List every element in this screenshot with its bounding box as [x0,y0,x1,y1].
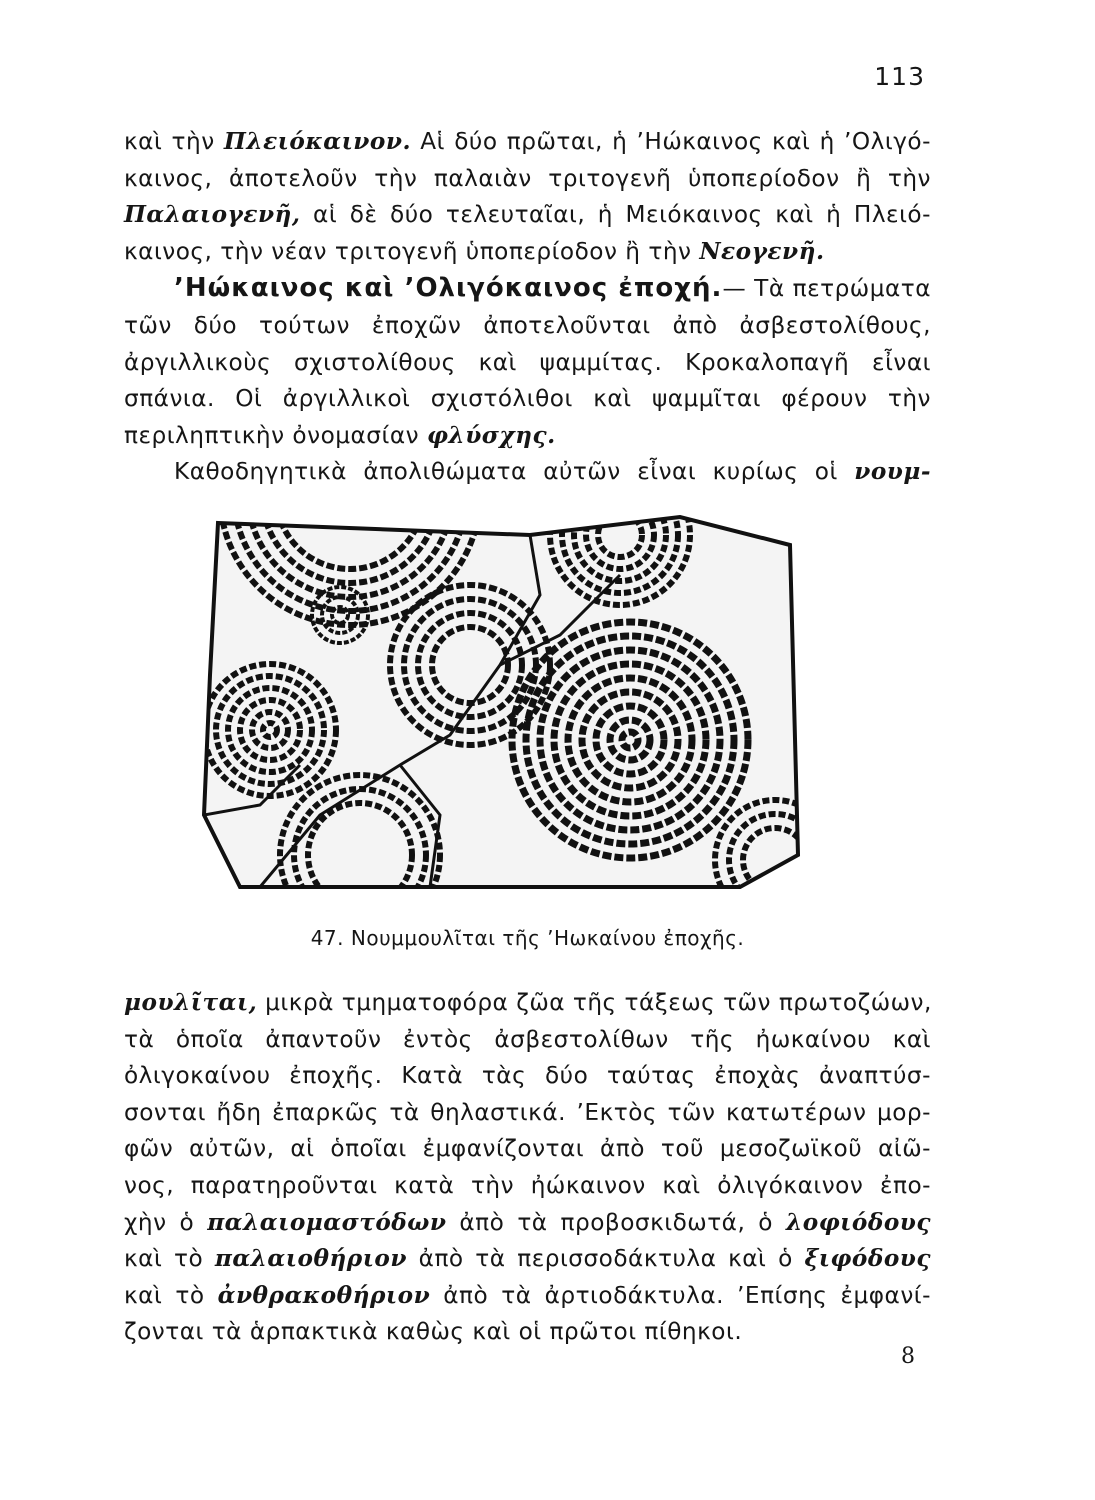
text-line: νος, παρατηροῦνται κατὰ τὴν ἠώκαινον καὶ ὀλιγόκαινον ἐπο- [124,1171,931,1199]
text-line: καινος, ἀποτελοῦν τὴν παλαιὰν τριτογενῆ ὑποπερίοδον ἢ τὴν [124,164,931,192]
figure-nummulites [200,515,805,895]
text-line: φῶν αὐτῶν, αἱ ὁποῖαι ἐμφανίζονται ἀπὸ τοῦ μεσοζωϊκοῦ αἰῶ- [124,1135,931,1163]
text-line: καὶ τὸ ἀνθρακοθήριον ἀπὸ τὰ ἀρτιοδάκτυλα. ’Επίσης ἐμφανί- [124,1281,932,1309]
term-nummulites-cont: μουλῖται, [124,989,258,1016]
page-number: 113 [874,62,925,91]
text-line: Παλαιογενῆ, αἱ δὲ δύο τελευταῖαι, ἡ Μειόκαινος καὶ ἡ Πλειό- [124,201,931,229]
signature-mark: 8 [901,1344,915,1369]
text-line: ἀργιλλικοὺς σχιστολίθους καὶ ψαμμίτας. Κροκαλοπαγῆ εἶναι [124,348,931,376]
nummulite-illustration [200,515,805,895]
term-neogene: Νεογενῆ. [699,237,825,265]
text-line: τῶν δύο τούτων ἐποχῶν ἀποτελοῦνται ἀπὸ ἀσβεστολίθους, [124,311,931,339]
text-line: ζονται τὰ ἁρπακτικὰ καθὼς καὶ οἱ πρῶτοι πίθηκοι. [124,1318,743,1346]
text-line: σονται ἤδη ἐπαρκῶς τὰ θηλαστικά. ’Εκτὸς τῶν κατωτέρων μορ- [124,1098,931,1126]
term-pliocene: Πλειόκαινον. [223,128,412,155]
term-palaeomastodon: παλαιομαστόδων [207,1208,447,1236]
text-line: σπάνια. Οἱ ἀργιλλικοὶ σχιστόλιθοι καὶ ψαμμῖται φέρουν τὴν [124,385,931,413]
text-line: καὶ τὴν Πλειόκαινον. Αἱ δύο πρῶται, ἡ ’Ηώκαινος καὶ ἡ ’Ολιγό- [124,128,931,155]
term-nummulites: νουμ- [854,458,931,486]
figure-caption: 47. Νουμμουλῖται τῆς ’Ηωκαίνου ἐποχῆς. [310,926,745,950]
text-line: Καθοδηγητικὰ ἀπολιθώματα αὐτῶν εἶναι κυρίως οἱ νουμ- [174,458,931,486]
text-line: περιληπτικὴν ὀνομασίαν φλύσχης. [124,421,556,449]
term-anthracotherium: ἀνθρακοθήριον [217,1281,431,1309]
term-palaeotherium: παλαιοθήριον [214,1245,407,1273]
text-line: ὀλιγοκαίνου ἐποχῆς. Κατὰ τὰς δύο ταύτας ἐποχὰς ἀναπτύσ- [124,1062,931,1090]
text-line: μουλῖται, μικρὰ τμηματοφόρα ζῶα τῆς τάξεως τῶν πρωτοζώων, [124,989,932,1016]
text-line: καὶ τὸ παλαιοθήριον ἀπὸ τὰ περισσοδάκτυλα καὶ ὁ ξιφόδους [124,1245,932,1273]
term-flysch: φλύσχης. [426,421,556,449]
bottom-text-block [124,985,931,1351]
term-xiphodon: ξιφόδους [804,1245,932,1273]
term-paleogene: Παλαιογενῆ, [124,201,301,229]
term-lophiodon: λοφιόδους [785,1208,931,1236]
top-text-block [124,124,931,491]
text-line: τὰ ὁποῖα ἀπαντοῦν ἐντὸς ἀσβεστολίθων τῆς ἠωκαίνου καὶ [124,1025,931,1053]
text-line: χὴν ὁ παλαιομαστόδων ἀπὸ τὰ προβοσκιδωτά, ὁ λοφιόδους [124,1208,931,1236]
section-heading-line: ’Ηώκαινος καὶ ’Ολιγόκαινος ἐποχή.— Τὰ πετρώματα [174,273,932,304]
section-heading: ’Ηώκαινος καὶ ’Ολιγόκαινος ἐποχή. [174,273,723,304]
text-line: καινος, τὴν νέαν τριτογενῆ ὑποπερίοδον ἢ τὴν Νεογενῆ. [124,237,825,265]
